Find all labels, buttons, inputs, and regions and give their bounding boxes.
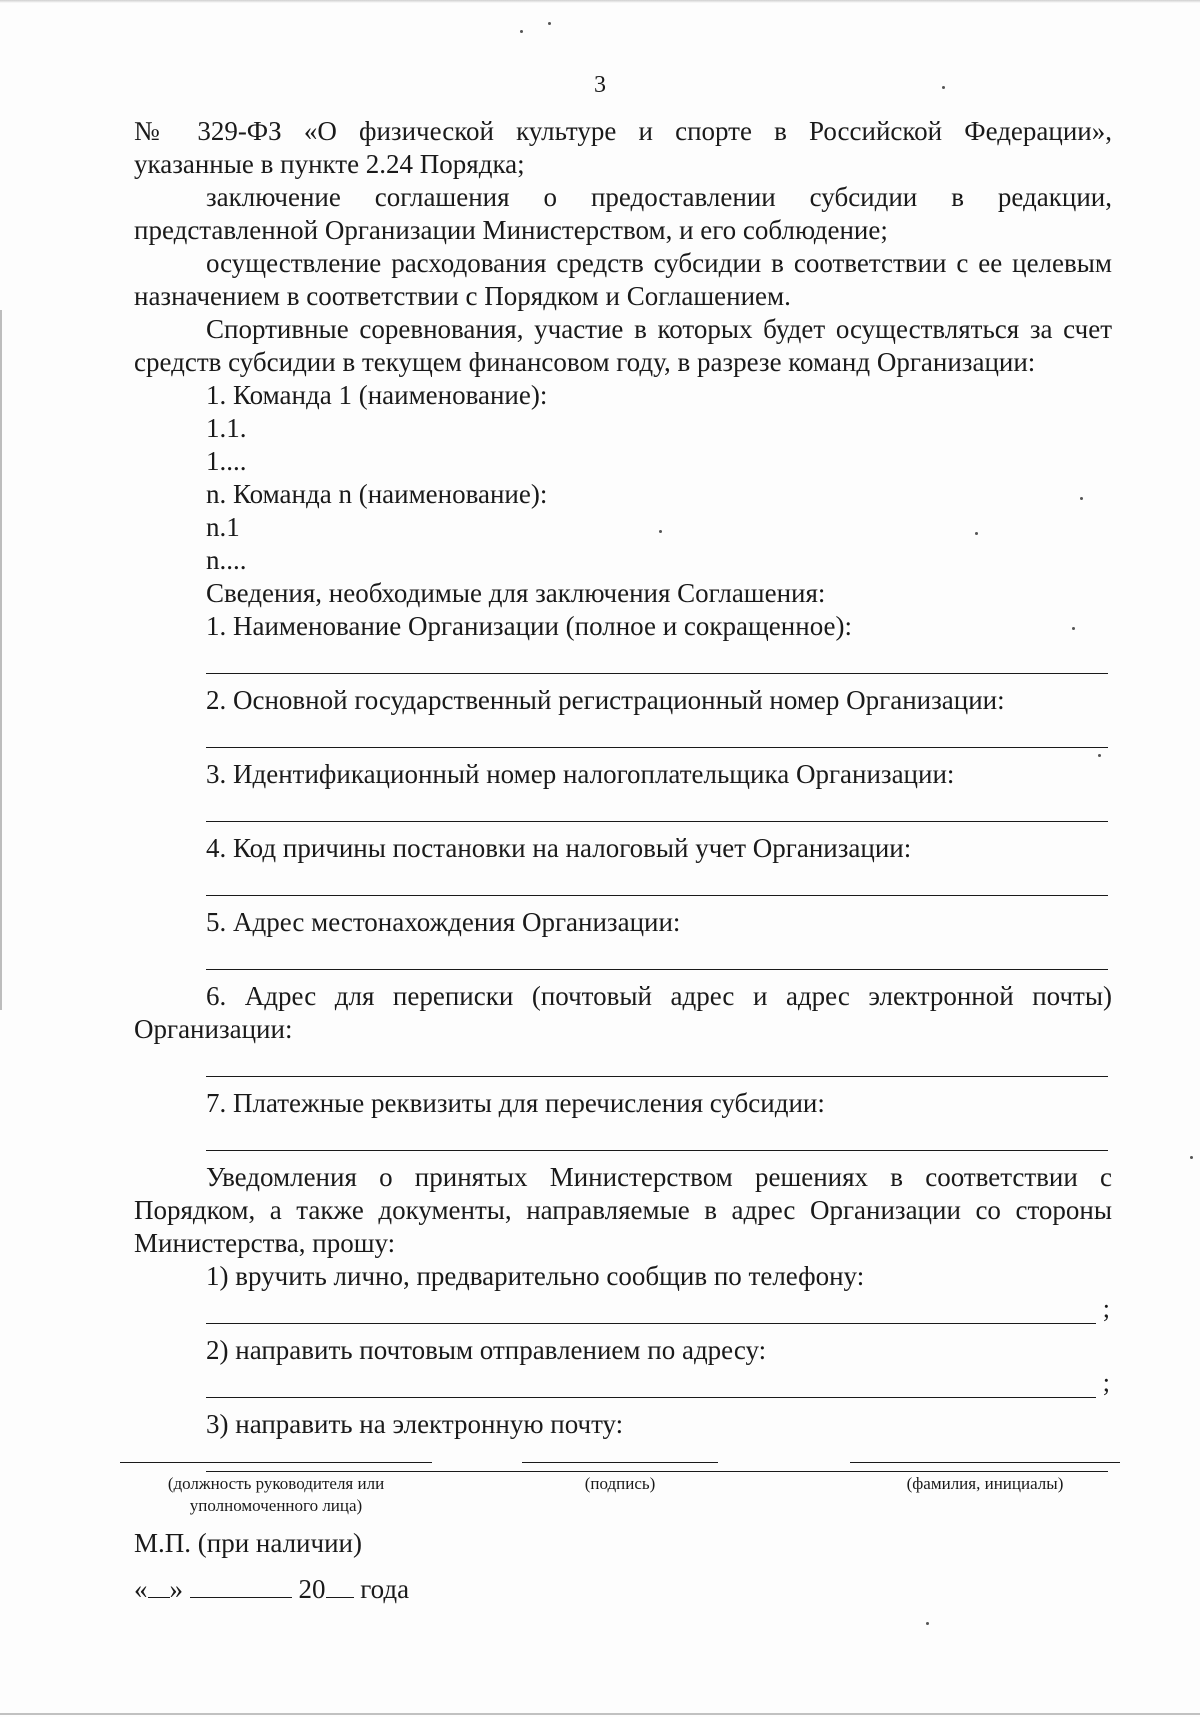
semicolon: ;: [1102, 1294, 1110, 1323]
position-label: (должность руководителя или: [167, 1474, 385, 1493]
signature-block: [120, 1462, 1120, 1522]
notifications-paragraph: Уведомления о принятых Министерством решениях в соответствии с Порядком, а также документы, направляемые в адрес Организации со стороны Министерства, прошу:: [134, 1162, 1112, 1258]
info-item-label: 2. Основной государственный регистрационный номер Организации:: [206, 685, 1005, 715]
paragraph-spending: осуществление расходования средств субсидии в соответствии с ее целевым назначением в соответствии с Порядком и Соглашением.: [134, 248, 1112, 311]
year-suffix: года: [360, 1574, 410, 1604]
year-prefix: 20: [298, 1574, 326, 1604]
team-item: 1....: [206, 446, 247, 476]
fill-in-line[interactable]: [206, 865, 1108, 896]
signature-label: (подпись): [584, 1474, 656, 1493]
fill-in-line[interactable]: [206, 717, 1108, 748]
scan-speck: [1190, 1156, 1193, 1159]
scan-edge-bottom: [0, 1713, 1200, 1715]
semicolon: ;: [1102, 1368, 1110, 1397]
position-signature-field[interactable]: [120, 1462, 432, 1517]
team-item: 1. Команда 1 (наименование):: [206, 380, 548, 410]
delivery-option: 1) вручить лично, предварительно сообщив по телефону:: [206, 1261, 865, 1291]
position-label: уполномоченного лица): [189, 1496, 363, 1515]
name-label: (фамилия, инициалы): [906, 1474, 1064, 1493]
team-item: n....: [206, 545, 247, 575]
year-field[interactable]: [326, 1573, 354, 1598]
date-line: [134, 1573, 409, 1605]
info-item-label: 7. Платежные реквизиты для перечисления субсидии:: [206, 1088, 825, 1118]
fill-in-line[interactable]: [206, 1293, 1110, 1324]
scan-speck: [548, 22, 551, 25]
scan-edge-left: [0, 310, 2, 1010]
fill-in-line[interactable]: [206, 643, 1108, 674]
scan-edge-top: [0, 0, 1200, 3]
delivery-option: 2) направить почтовым отправлением по адресу:: [206, 1335, 767, 1365]
info-item-label: 5. Адрес местонахождения Организации:: [206, 907, 681, 937]
document-body: [134, 115, 1112, 1482]
intro-line: указанные в пункте 2.24 Порядка;: [134, 149, 525, 179]
scan-speck: [520, 30, 523, 33]
agreement-info-heading: Сведения, необходимые для заключения Соглашения:: [206, 578, 826, 608]
date-close-quote: »: [169, 1574, 183, 1604]
name-signature-field[interactable]: [850, 1462, 1120, 1495]
signature-field[interactable]: [522, 1462, 718, 1495]
fill-in-line[interactable]: [206, 1046, 1108, 1077]
info-item-label: 4. Код причины постановки на налоговый учет Организации:: [206, 833, 912, 863]
info-item-label: 6. Адрес для переписки (почтовый адрес и адрес электронной почты) Организации:: [134, 981, 1112, 1044]
info-item-label: 1. Наименование Организации (полное и сокращенное):: [206, 611, 852, 641]
delivery-option: 3) направить на электронную почту:: [206, 1409, 624, 1439]
team-item: n.1: [206, 512, 240, 542]
page-number: 3: [594, 72, 606, 98]
month-field[interactable]: [190, 1573, 292, 1598]
stamp-place: М.П. (при наличии): [134, 1528, 362, 1558]
fill-in-line[interactable]: [206, 939, 1108, 970]
fill-in-line[interactable]: [206, 1120, 1108, 1151]
fill-in-line[interactable]: [206, 791, 1108, 822]
date-open-quote: «: [134, 1574, 148, 1604]
team-item: 1.1.: [206, 413, 247, 443]
scan-speck: [926, 1622, 929, 1625]
intro-line: № 329-ФЗ «О физической культуре и спорте в Российской Федерации»,: [134, 116, 1112, 146]
day-field[interactable]: [148, 1573, 170, 1598]
team-item: n. Команда n (наименование):: [206, 479, 548, 509]
paragraph-competitions: Спортивные соревнования, участие в которых будет осуществляться за счет средств субсидии в текущем финансовом году, в разрезе команд Организации:: [134, 314, 1112, 377]
info-item-label: 3. Идентификационный номер налогоплательщика Организации:: [206, 759, 955, 789]
fill-in-line[interactable]: [206, 1367, 1110, 1398]
paragraph-agreement-conclusion: заключение соглашения о предоставлении субсидии в редакции, представленной Организации Министерством, и его соблюдение;: [134, 182, 1112, 245]
